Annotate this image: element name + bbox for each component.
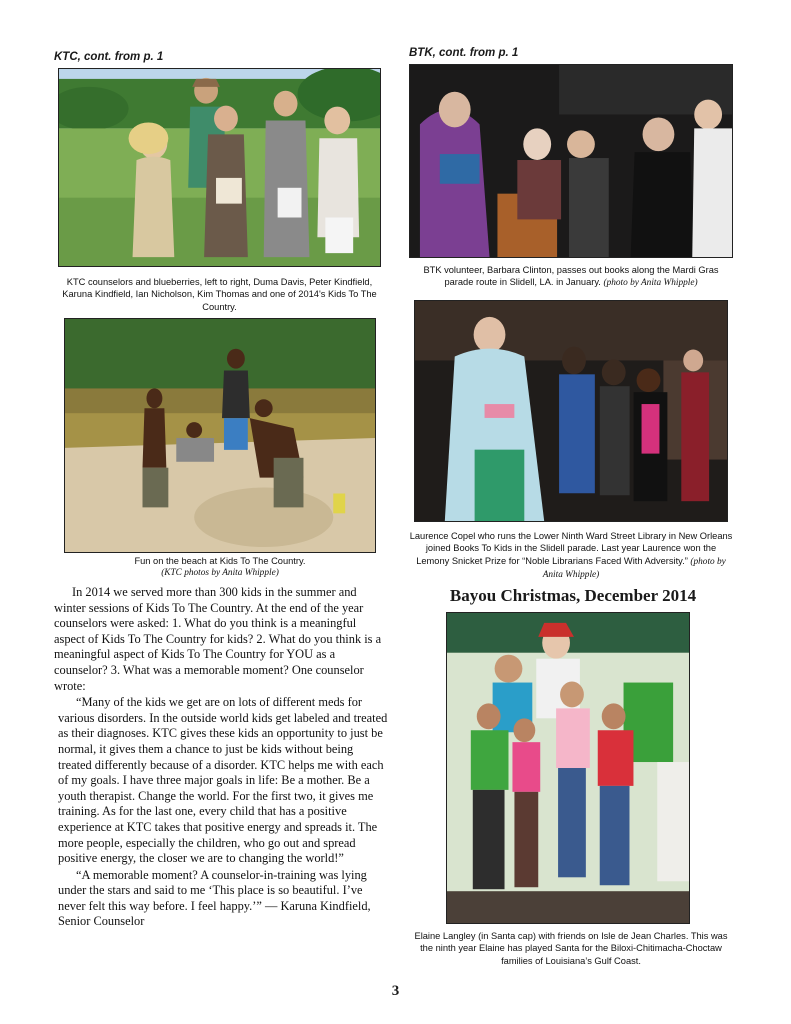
btk-mardi-gras-photo <box>409 64 733 258</box>
bayou-christmas-photo <box>446 612 690 924</box>
ktc-beach-caption-text: Fun on the beach at Kids To The Country. <box>134 556 306 566</box>
page-number: 3 <box>391 983 400 999</box>
article-paragraph: “Many of the kids we get are on lots of different meds for various disorders. In the outside world kids get labeled and treated as their diagnoses. KTC gives these kids an opportunity to just be normal, it gives them a chance to just be kids without being treated differently because of a disorder. KTC helps me with each of my goals. I have three major goals in life: Be a mother. Be a youth therapist. Change the world. For the first two, it gives me training. As for the last one, every child that has a positive experience at KTC takes that positive energy and spreads it. The more people, especially the children, who go out and spread positive energy, the closer we are to changing the world!” <box>58 695 388 866</box>
ktc-article-body <box>54 585 389 931</box>
btk-slidell-caption <box>409 530 733 582</box>
article-paragraph: “A memorable moment? A counselor-in-training was lying under the stars and said to me ‘This place is so beautiful. I’ve never felt this way before. I feel happy.’” — Karuna Kindfield, Senior Counselor <box>58 867 371 929</box>
bayou-christmas-caption: Elaine Langley (in Santa cap) with friends on Isle de Jean Charles. This was the ninth year Elaine has played Santa for the Biloxi-Chitimacha-Choctaw families of Louisiana’s Gulf Coast. <box>414 931 728 966</box>
btk-continued-heading: BTK, cont. from p. 1 <box>409 47 519 59</box>
btk-mardi-gras-credit: (photo by Anita Whipple) <box>603 278 698 289</box>
ktc-continued-heading: KTC, cont. from p. 1 <box>54 51 164 63</box>
btk-mardi-gras-caption-text: BTK volunteer, Barbara Clinton, passes out books along the Mardi Gras parade route in Slidell, LA. in January. <box>423 265 719 288</box>
btk-mardi-gras-caption <box>409 264 733 290</box>
ktc-blueberries-photo <box>58 68 381 267</box>
bayou-christmas-heading: Bayou Christmas, December 2014 <box>449 586 697 605</box>
btk-slidell-credit: (photo by Anita Whipple) <box>542 556 726 581</box>
article-paragraph: In 2014 we served more than 300 kids in the summer and winter sessions of Kids To The Country. At the end of the year counselors were asked: 1. What do you think is a meaningful aspect of Kids To The Country for kids? 2. What do you think is a meaningful aspect of Kids To The Country for YOU as a counselor? 3. What was a memorable moment? One counselor wrote: <box>54 585 382 693</box>
ktc-beach-photo <box>64 318 376 553</box>
ktc-beach-caption <box>64 555 376 580</box>
ktc-blueberries-caption: KTC counselors and blueberries, left to right, Duma Davis, Peter Kindfield, Karuna Kindfield, Ian Nicholson, Kim Thomas and one of 2014's Kids To The Country. <box>62 277 377 312</box>
btk-slidell-caption-text: Laurence Copel who runs the Lower Ninth Ward Street Library in New Orleans joined Books To Kids in the Slidell parade. Last year Laurence won the Lemony Snicket Prize for “Noble Librarians Faced With Adversity.” <box>409 531 733 566</box>
btk-slidell-parade-photo <box>414 300 728 522</box>
ktc-photo-credit: (KTC photos by Anita Whipple) <box>161 568 279 579</box>
